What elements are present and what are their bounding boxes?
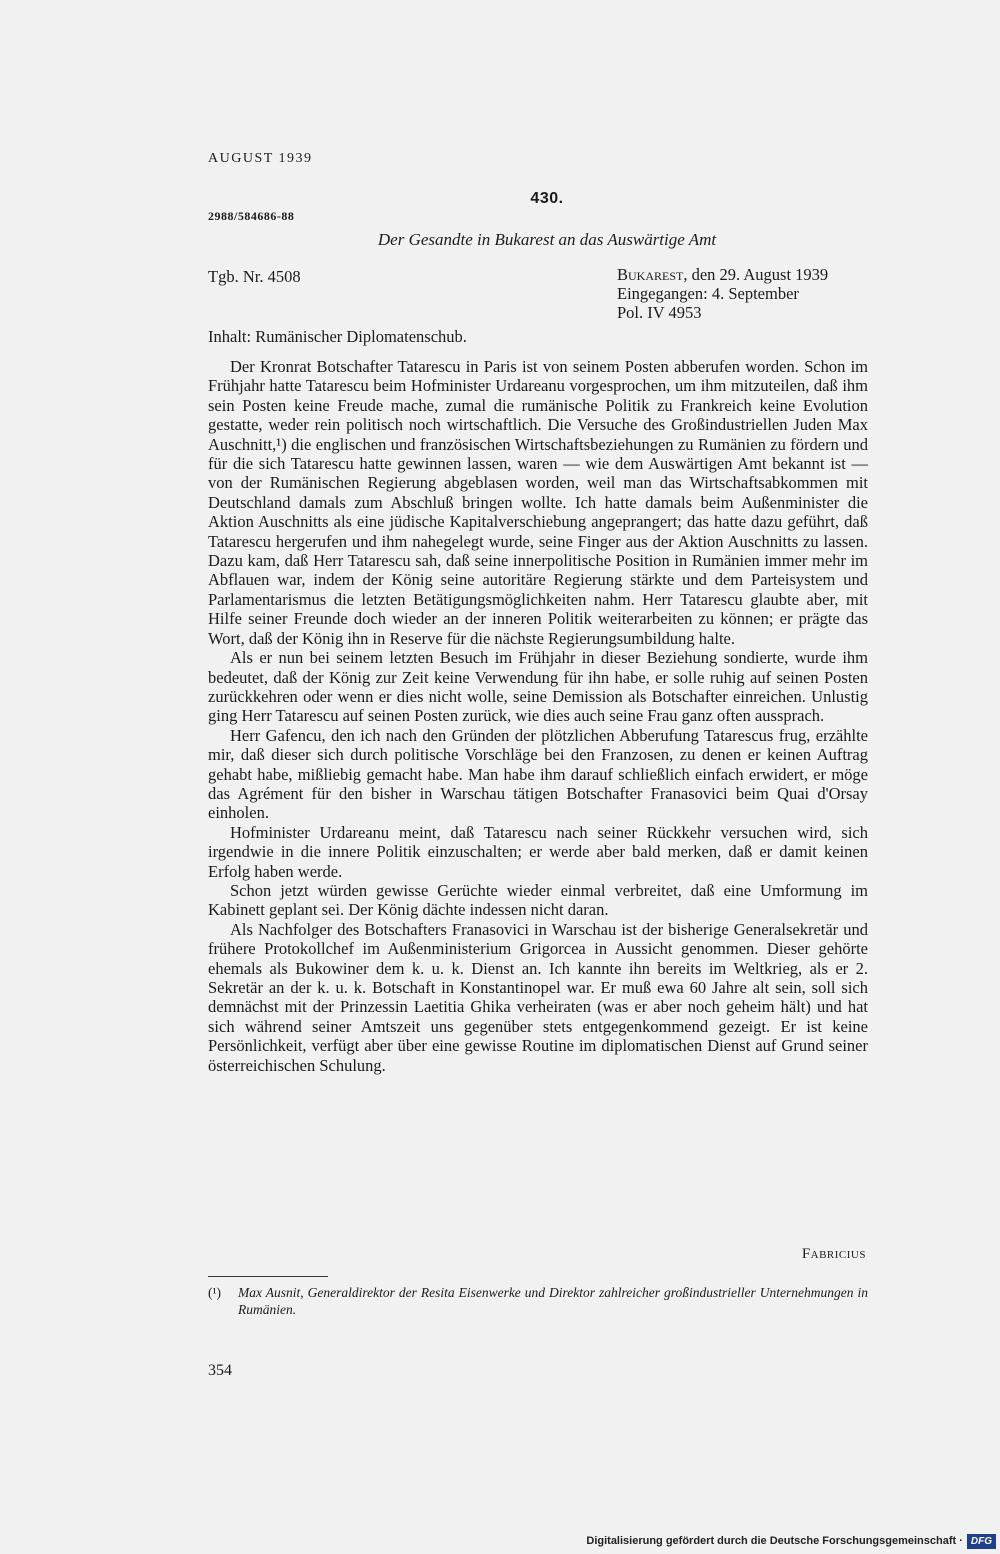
document-number: 430.	[530, 190, 564, 207]
paragraph: Schon jetzt würden gewisse Gerüchte wieder einmal verbreitet, daß eine Umformung im Kabinett geplant sei. Der König dächte indessen nicht daran.	[208, 880, 868, 920]
paragraph: Herr Gafencu, den ich nach den Gründen der plötzlichen Abberufung Tatarescus frug, erzählte mir, daß dieser sich durch politische Vorschläge bei den Franzosen, zu denen er keinen Auftrag gehabt habe, mißliebig gemacht habe. Man habe ihm darauf schließlich einfach erwidert, er möge das Agrément für den bisher in Warschau tätigen Botschafter Franasovici beim Quai d'Orsay einholen.	[208, 725, 868, 823]
document-heading: Der Gesandte in Bukarest an das Auswärtige Amt	[377, 230, 717, 249]
footnote	[208, 1284, 868, 1318]
letter-date: , den 29. August 1939	[683, 265, 829, 284]
body-text	[208, 357, 868, 1075]
paragraph: Als Nachfolger des Botschafters Franasovici in Warschau ist der bisherige Generalsekretär und frühere Protokollchef im Außenministerium Grigorcea in Aussicht genommen. Dieser gehörte ehemals als Bukowiner dem k. u. k. Dienst an. Ich kannte ihn bereits im Weltkrieg, als er 2. Sekretär an der k. u. k. Botschaft in Konstantinopel war. Er muß ewa 60 Jahre alt sein, soll sich demnächst mit der Prinzessin Laetitia Ghika verheiraten (was er aber noch geheim hält) und hat sich während seiner Amtszeit uns gegenüber stets entgegenkommend gezeigt. Er ist keine Persönlichkeit, verfügt aber über eine gewisse Routine im diplomatischen Dienst auf Grund seiner österreichischen Schulung.	[208, 919, 868, 1075]
running-head: AUGUST 1939	[208, 151, 313, 166]
paragraph: Der Kronrat Botschafter Tatarescu in Paris ist von seinem Posten abberufen worden. Schon im Frühjahr hatte Tatarescu beim Hofminister Urdareanu vorgesprochen, um ihm mitzuteilen, daß ihm sein Posten keine Freude mache, zumal die rumänische Politik zu Frankreich keine Evolution gestatte, weder rein politisch noch wirtschaftlich. Die Versuche des Großindustriellen Juden Max Auschnitt,¹) die englischen und französischen Wirtschaftsbeziehungen zu Rumänien zu fördern und für die sich Tatarescu hatte gewinnen lassen, waren — wie dem Auswärtigen Amt bekannt ist — von der Rumänischen Regierung abgeblasen worden, weil man das Wirtschaftsabkommen mit Deutschland damals zum Abschluß bringen wollte. Ich hatte damals beim Außenminister die Aktion Auschnitts als eine jüdische Kapitalverschiebung angeprangert; das hatte dazu geführt, daß Tatarescu hergerufen und ihm nahegelegt wurde, seine Finger aus der Aktion Auschnitts zu lassen. Dazu kam, daß Herr Tatarescu sah, daß seine innerpolitische Position in Rumänien immer mehr im Abflauen war, indem der König seine autoritäre Regierung stärkte und dem Parteisystem und Parlamentarismus die letzten Betätigungsmöglichkeiten nahm. Herr Tatarescu glaubte aber, mit Hilfe seiner Freunde doch wieder an der inneren Politik weiterarbeiten zu können; er prägte das Wort, daß der König ihn in Reserve für die nächste Regierungsumbildung halte.	[208, 357, 868, 648]
banner-text: Digitalisierung gefördert durch die Deutsche Forschungsgemeinschaft ·	[586, 1535, 963, 1547]
tagebuch-number: Tgb. Nr. 4508	[208, 267, 301, 286]
page-number: 354	[208, 1362, 232, 1379]
paragraph: Als er nun bei seinem letzten Besuch im Frühjahr in dieser Beziehung sondierte, wurde ihm bedeutet, daß der König zur Zeit keine Verwendung für ihn habe, er solle ruhig auf seinen Posten zurückkehren oder wenn er dies nicht wolle, seine Demission als Botschafter einreichen. Unlustig ging Herr Tatarescu auf seinen Posten zurück, wie dies auch seine Frau ganz often aussprach.	[208, 648, 868, 726]
pol-reference: Pol. IV 4953	[617, 303, 702, 322]
received-date: Eingegangen: 4. September	[617, 284, 799, 303]
paragraph: Hofminister Urdareanu meint, daß Tatarescu nach seiner Rückkehr versuchen wird, sich irgendwie in die innere Politik einzuschalten; er werde aber bald merken, daß er damit keinen Erfolg haben werde.	[208, 822, 868, 881]
place-name: Bukarest	[617, 265, 684, 284]
place-date-line	[617, 265, 828, 284]
signature: Fabricius	[801, 1246, 866, 1262]
place-date-block	[617, 265, 828, 322]
dfg-funding-banner	[586, 1530, 1000, 1552]
footnote-text: Max Ausnit, Generaldirektor der Resita Eisenwerke und Direktor zahlreicher großindustrieller Unternehmungen in Rumänien.	[238, 1285, 868, 1317]
film-reference: 2988/584686-88	[208, 209, 295, 223]
footnote-marker: (¹)	[208, 1285, 222, 1300]
dfg-logo-icon: DFG	[967, 1534, 996, 1549]
footnote-rule	[208, 1276, 328, 1277]
subject-line: Inhalt: Rumänischer Diplomatenschub.	[208, 327, 467, 346]
